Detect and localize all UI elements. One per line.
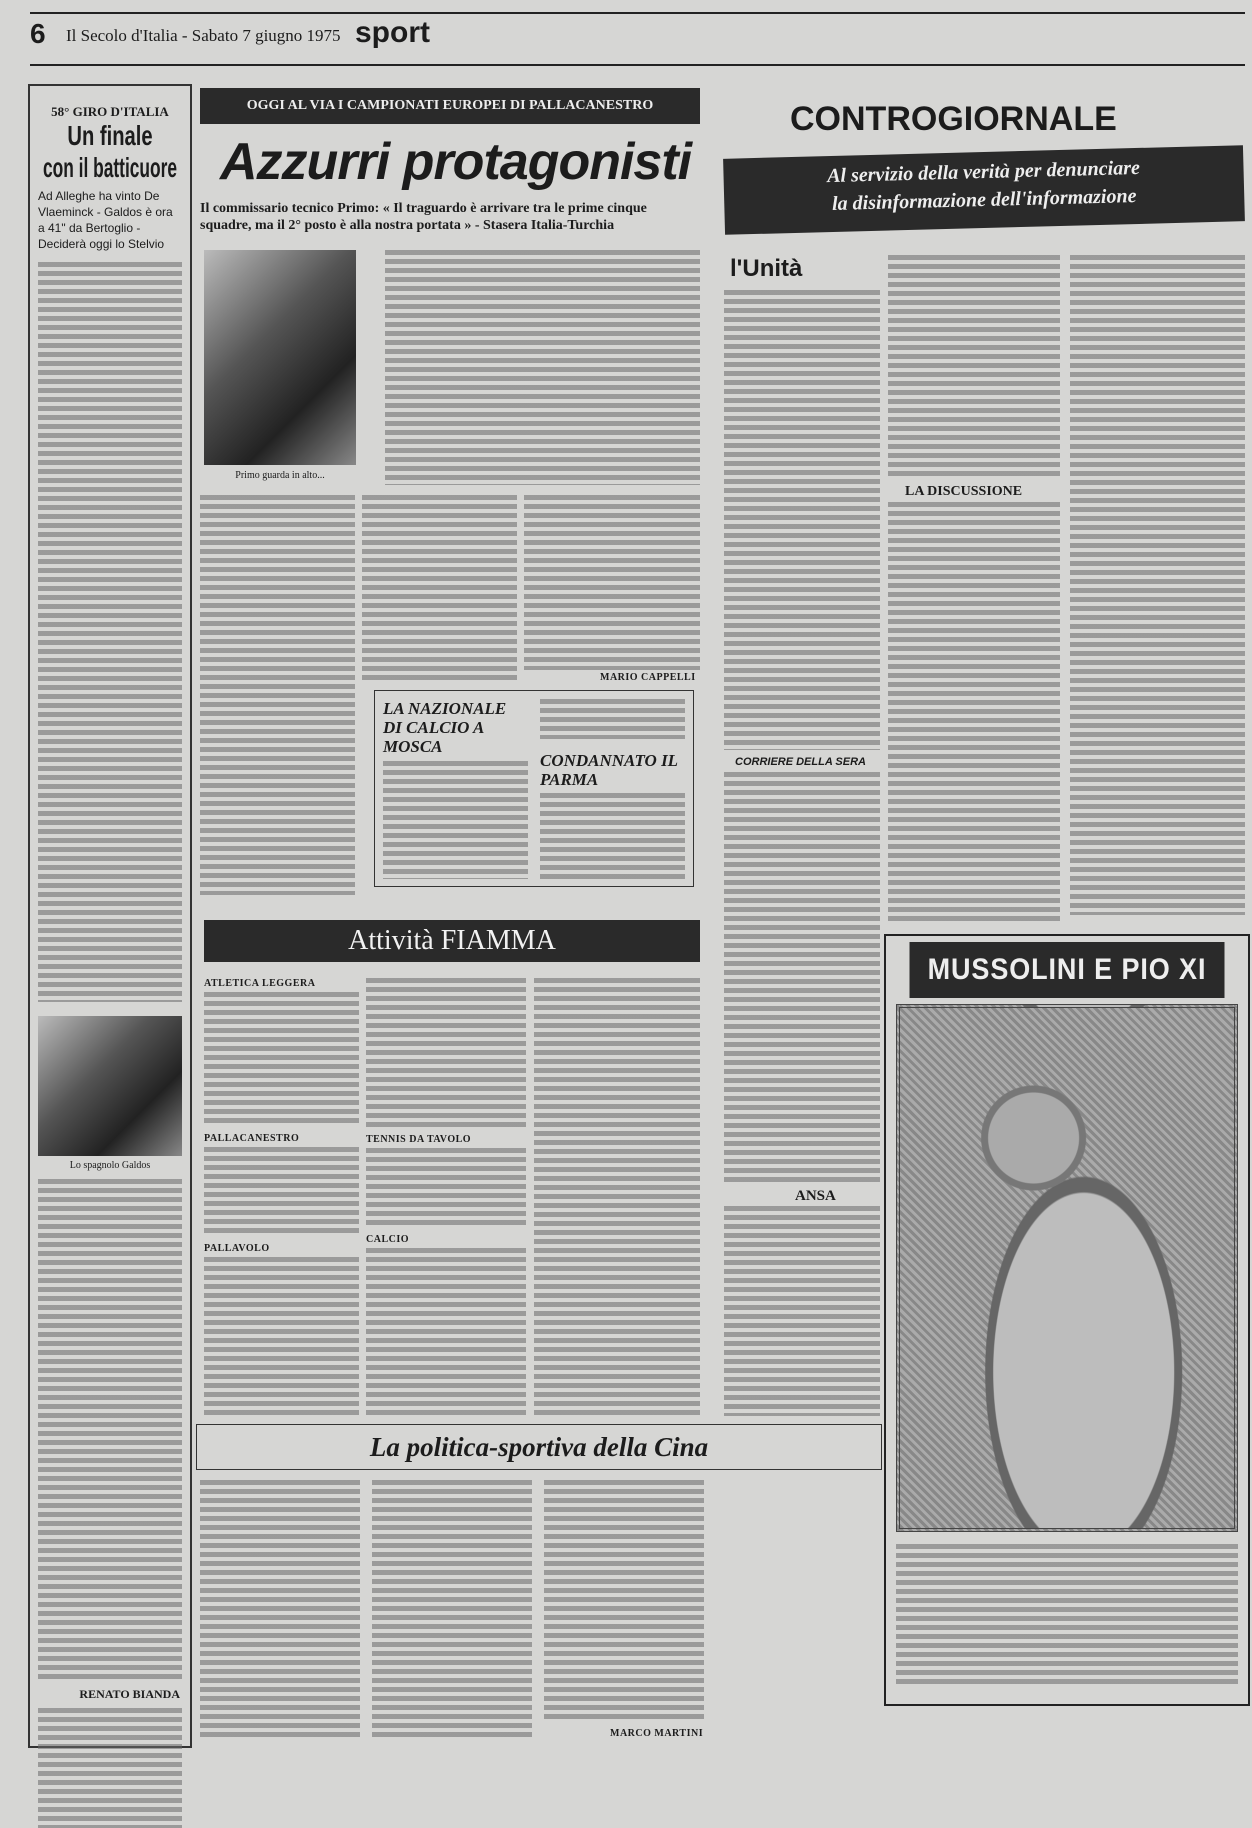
brief-title-parma: CONDANNATO IL PARMA	[540, 751, 678, 789]
corriere-body	[724, 772, 880, 1182]
basket-byline: MARIO CAPPELLI	[600, 672, 696, 683]
top-rule	[30, 12, 1245, 14]
right-col-2-top	[888, 255, 1060, 480]
brief-body-parma	[540, 793, 685, 879]
giro-body	[38, 262, 182, 1002]
source-ansa: ANSA	[795, 1188, 836, 1204]
fiamma-subhead-atletica: ATLETICA LEGGERA	[204, 978, 316, 989]
tagline-line-2: la disinformazione dell'informazione	[831, 185, 1137, 215]
cina-col-3	[544, 1480, 704, 1720]
giro-kicker: 58° GIRO D'ITALIA	[51, 104, 169, 119]
fiamma-subhead-pallacanestro: PALLACANESTRO	[204, 1133, 300, 1144]
galdos-photo	[38, 1016, 182, 1156]
header-rule	[30, 64, 1245, 66]
basket-col-3	[524, 495, 700, 670]
fiamma-body-1	[204, 992, 359, 1127]
controgiornale-title: CONTROGIORNALE	[790, 100, 1117, 138]
cina-byline: MARCO MARTINI	[610, 1728, 704, 1739]
giro-body-2	[38, 1179, 182, 1679]
mussolini-headline: MUSSOLINI E PIO XI	[910, 942, 1225, 998]
fiamma-body-6	[366, 1248, 526, 1418]
fiamma-body-3	[204, 1257, 359, 1417]
source-corriere: CORRIERE DELLA SERA	[735, 756, 866, 768]
basket-headline: Azzurri protagonisti	[220, 133, 692, 191]
cina-col-2	[372, 1480, 532, 1740]
cina-col-1	[200, 1480, 360, 1740]
basket-banner: OGGI AL VIA I CAMPIONATI EUROPEI DI PALLACANESTRO	[200, 88, 700, 124]
fiamma-body-4	[366, 978, 526, 1128]
giro-headline-2: con il batticuore	[42, 152, 178, 183]
mussolini-body	[896, 1544, 1238, 1684]
mussolini-box	[884, 934, 1250, 1706]
fiamma-subhead-tennis: TENNIS DA TAVOLO	[366, 1134, 472, 1145]
medal-image	[896, 1004, 1238, 1532]
fiamma-subhead-pallavolo: PALLAVOLO	[204, 1243, 270, 1254]
source-unita: l'Unità	[730, 255, 803, 282]
fiamma-body-2	[204, 1147, 359, 1237]
controgiornale-tagline	[723, 145, 1245, 235]
basket-body-top	[385, 250, 700, 485]
page-number: 6	[30, 18, 46, 49]
unita-body	[724, 290, 880, 750]
giro-arrivals	[38, 1708, 182, 1828]
brief-body-nazionale	[383, 761, 528, 879]
giro-byline: RENATO BIANDA	[79, 1687, 180, 1701]
section-title: sport	[355, 16, 430, 49]
fiamma-banner: Attività FIAMMA	[204, 920, 700, 962]
basket-subtitle: Il commissario tecnico Primo: « Il traguardo è arrivare tra le prime cinque squadre, ma il 2° posto è alla nostra portata » - Stasera Italia-Turchia	[200, 201, 647, 233]
cina-headline: La politica-sportiva della Cina	[196, 1424, 882, 1470]
tagline-line-1: Al servizio della verità per denunciare	[826, 156, 1141, 188]
giro-article	[28, 84, 192, 1748]
giro-headline-1: Un finale	[67, 120, 153, 151]
right-col-3	[1070, 255, 1245, 915]
brief-title-nazionale: LA NAZIONALE DI CALCIO A MOSCA	[383, 699, 507, 756]
discussione-body	[888, 502, 1060, 922]
basket-col-2	[362, 495, 517, 680]
fiamma-subhead-calcio: CALCIO	[366, 1234, 410, 1245]
ansa-body	[724, 1206, 880, 1416]
paper-dateline: Il Secolo d'Italia - Sabato 7 giugno 1975	[66, 26, 341, 45]
basket-col-1	[200, 495, 355, 895]
fiamma-results	[534, 978, 700, 1418]
giro-deck: Ad Alleghe ha vinto De Vlaeminck - Galdos è ora a 41" da Bertoglio - Deciderà oggi lo Stelvio	[38, 189, 173, 251]
briefs-box	[374, 690, 694, 887]
source-discussione: LA DISCUSSIONE	[905, 484, 1023, 499]
brief-body-cont	[540, 699, 685, 739]
primo-photo	[204, 250, 356, 465]
galdos-caption: Lo spagnolo Galdos	[69, 1160, 151, 1171]
fiamma-body-5	[366, 1148, 526, 1228]
primo-caption: Primo guarda in alto...	[235, 470, 325, 481]
